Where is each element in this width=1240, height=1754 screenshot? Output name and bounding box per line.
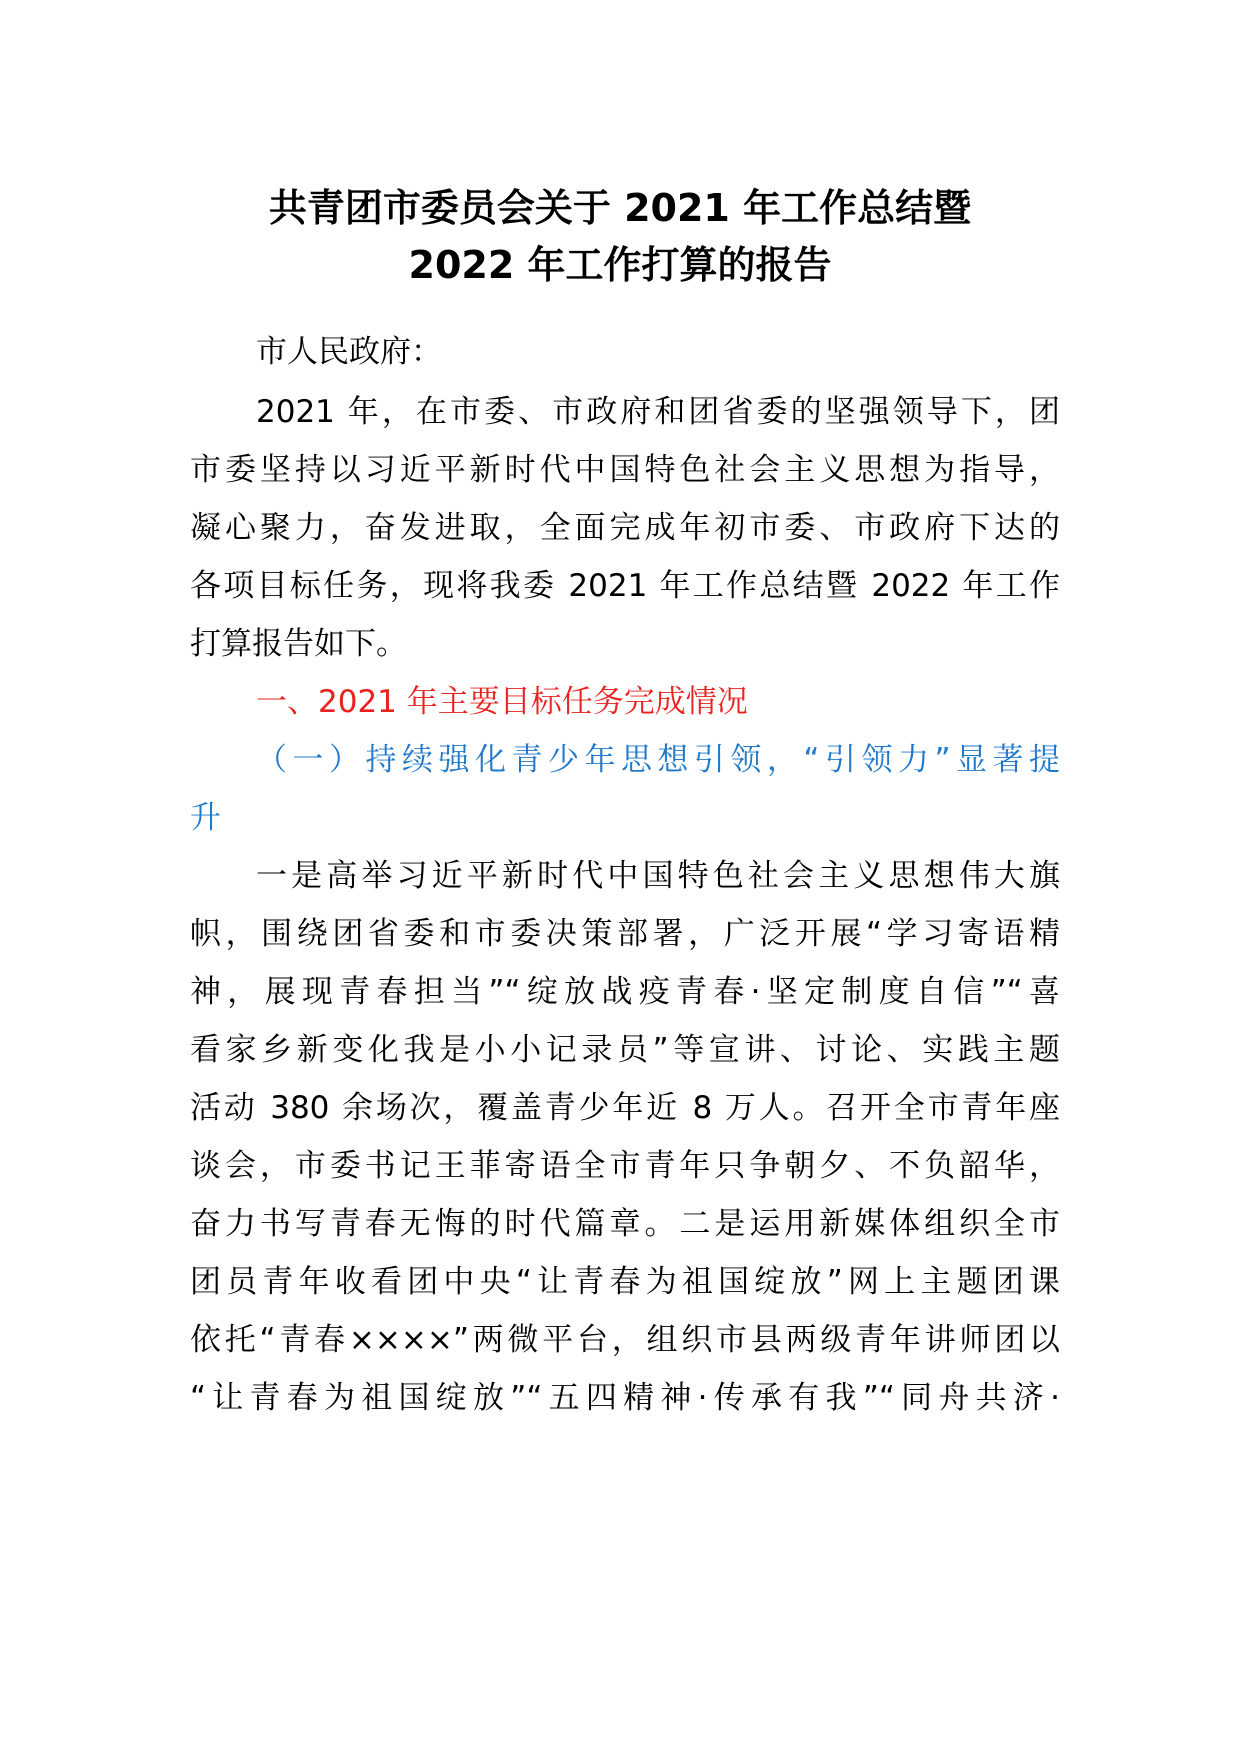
body-line-3: 神，展现青春担当”“绽放战疫青春·坚定制度自信”“喜 — [190, 974, 1060, 1010]
intro-line-2: 市委坚持以习近平新时代中国特色社会主义思想为指导， — [190, 452, 1060, 488]
subsection-heading-line-1: （一）持续强化青少年思想引领，“引领力”显著提 — [256, 742, 1060, 778]
intro-line-3: 凝心聚力，奋发进取，全面完成年初市委、市政府下达的 — [190, 510, 1060, 546]
intro-line-4: 各项目标任务，现将我委 2021 年工作总结暨 2022 年工作 — [190, 568, 1060, 604]
section-heading: 一、2021 年主要目标任务完成情况 — [256, 684, 748, 720]
body-line-4: 看家乡新变化我是小小记录员”等宣讲、讨论、实践主题 — [190, 1032, 1060, 1068]
document-title-line-1: 共青团市委员会关于 2021 年工作总结暨 — [268, 186, 972, 230]
body-line-6: 谈会，市委书记王菲寄语全市青年只争朝夕、不负韶华， — [190, 1148, 1060, 1184]
salutation: 市人民政府： — [256, 334, 442, 370]
body-line-7: 奋力书写青春无悔的时代篇章。二是运用新媒体组织全市 — [190, 1206, 1060, 1242]
body-line-8: 团员青年收看团中央“让青春为祖国绽放”网上主题团课 — [190, 1264, 1060, 1300]
body-line-5: 活动 380 余场次，覆盖青少年近 8 万人。召开全市青年座 — [190, 1090, 1060, 1126]
body-line-2: 帜，围绕团省委和市委决策部署，广泛开展“学习寄语精 — [190, 916, 1060, 952]
body-line-1: 一是高举习近平新时代中国特色社会主义思想伟大旗 — [256, 858, 1060, 894]
document-title-line-2: 2022 年工作打算的报告 — [408, 243, 832, 287]
body-line-10: “让青春为祖国绽放”“五四精神·传承有我”“同舟共济· — [190, 1380, 1060, 1416]
body-line-9: 依托“青春××××”两微平台，组织市县两级青年讲师团以 — [190, 1322, 1060, 1358]
intro-line-1: 2021 年，在市委、市政府和团省委的坚强领导下，团 — [256, 394, 1060, 430]
intro-line-5: 打算报告如下。 — [190, 626, 407, 662]
subsection-heading-line-2: 升 — [190, 800, 221, 836]
